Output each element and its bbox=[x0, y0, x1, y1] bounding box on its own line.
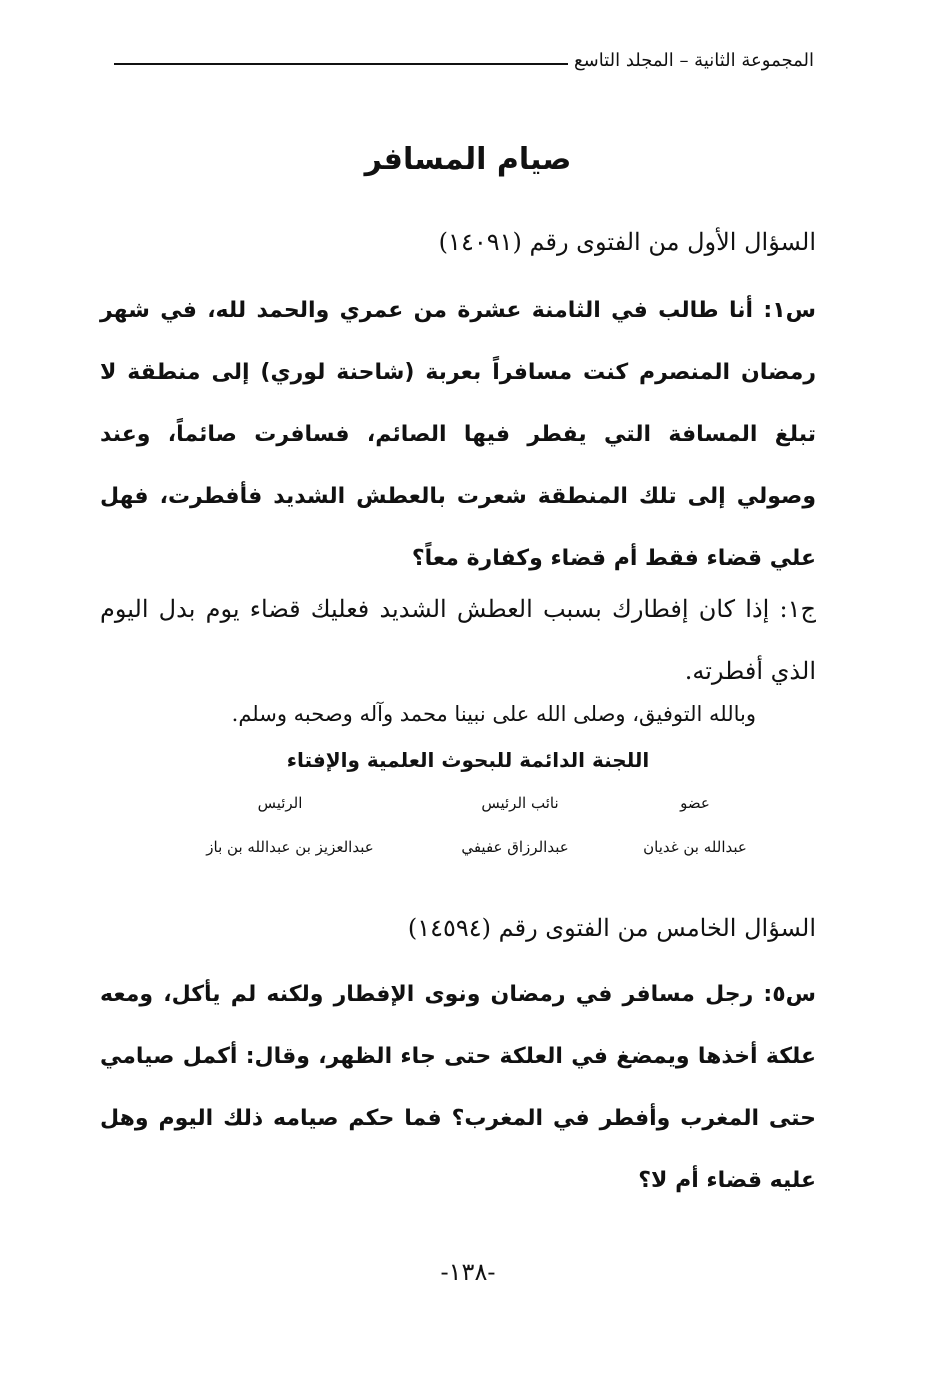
header-text: المجموعة الثانية – المجلد التاسع bbox=[574, 50, 814, 71]
header-rule bbox=[114, 63, 568, 65]
signatory-name-president: عبدالعزيز بن عبدالله بن باز bbox=[206, 838, 374, 856]
page-number: -١٣٨- bbox=[440, 1258, 496, 1286]
question-5-title: السؤال الخامس من الفتوى رقم (١٤٥٩٤) bbox=[407, 914, 816, 942]
signatory-name-member: عبدالله بن غديان bbox=[643, 838, 747, 856]
signatory-role-vice-president: نائب الرئيس bbox=[481, 794, 559, 812]
signatory-role-president: الرئيس bbox=[257, 794, 303, 812]
signatory-name-vice-president: عبدالرزاق عفيفي bbox=[461, 838, 569, 856]
committee-name: اللجنة الدائمة للبحوث العلمية والإفتاء bbox=[286, 748, 650, 772]
signatory-role-member: عضو bbox=[680, 794, 710, 812]
question-5-text: س٥: رجل مسافر في رمضان ونوى الإفطار ولكنه لم يأكل، ومعه علكة أخذها ويمضغ في العلكة حتى جاء الظهر، وقال: أكمل صيامي حتى المغرب وأفطر في المغرب؟ فما حكم صيامه ذلك اليوم وهل عليه قضاء أم لا؟ bbox=[100, 982, 816, 1193]
closing-prayer: وبالله التوفيق، وصلى الله على نبينا محمد وآله وصحبه وسلم. bbox=[231, 702, 756, 726]
question-1-text: س١: أنا طالب في الثامنة عشرة من عمري والحمد لله، في شهر رمضان المنصرم كنت مسافراً بعربة (شاحنة لوري) إلى منطقة لا تبلغ المسافة التي يفطر فيها الصائم، فسافرت صائماً، وعند وصولي إلى تلك المنطقة شعرت بالعطش الشديد فأفطرت، فهل علي قضاء فقط أم قضاء وكفارة معاً؟ bbox=[100, 298, 816, 571]
question-1-title: السؤال الأول من الفتوى رقم (١٤٠٩١) bbox=[438, 228, 816, 256]
answer-1-text: ج١: إذا كان إفطارك بسبب العطش الشديد فعليك قضاء يوم بدل اليوم الذي أفطرته. bbox=[100, 595, 816, 685]
running-header bbox=[114, 50, 814, 71]
page-title: صيام المسافر bbox=[364, 142, 572, 177]
